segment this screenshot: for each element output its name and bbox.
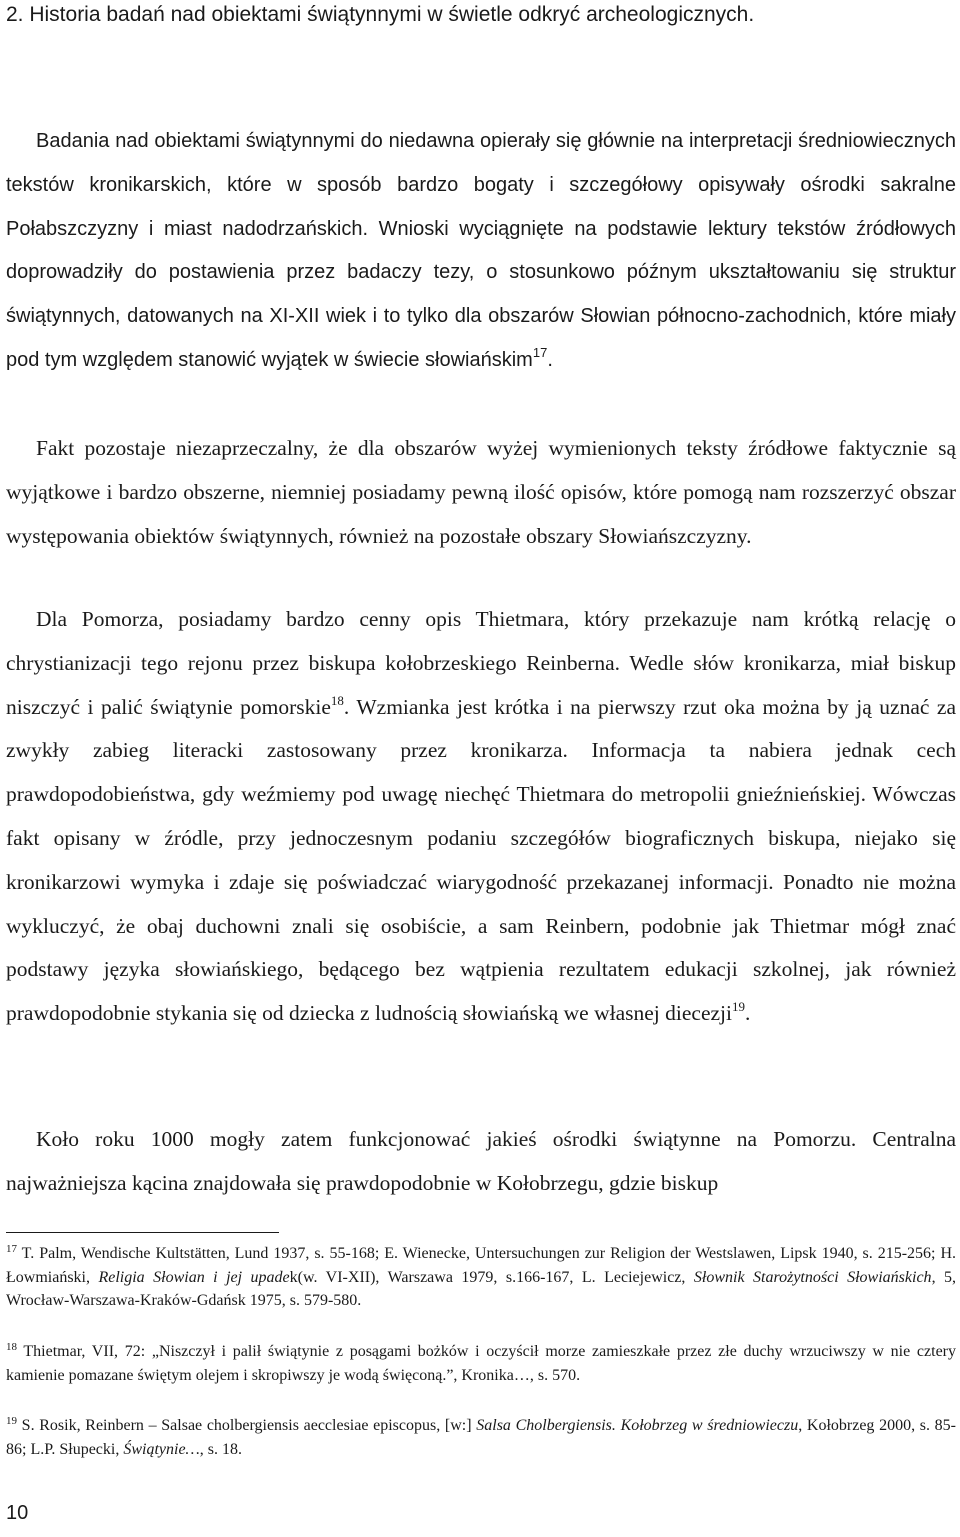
footnote-18-number: 18 <box>6 1341 17 1353</box>
paragraph-1 <box>6 120 956 383</box>
paragraph-3 <box>6 598 956 1036</box>
footnote-18 <box>6 1340 956 1387</box>
footnote-ref-17: 17 <box>532 344 548 360</box>
footnote-17-text-2: k(w. VI-XII), Warszawa 1979, s.166-167, L. Leciejewicz, <box>289 1268 694 1286</box>
paragraph-2: Fakt pozostaje niezaprzeczalny, że dla obszarów wyżej wymienionych teksty źródłowe faktycznie są wyjątkowe i bardzo obszerne, niemniej posiadamy pewną ilość opisów, które pomogą nam rozszerzyć obszar występowania obiektów świątynnych, również na pozostałe obszary Słowiańszczyzny. <box>6 436 956 548</box>
paragraph-1-text: Badania nad obiektami świątynnymi do niedawna opierały się głównie na interpretacji średniowiecznych tekstów kronikarskich, które w sposób bardzo bogaty i szczegółowy opisywały ośrodki sakralne Połabszczyzny i miast nadodrzańskich. Wnioski wyciągnięte na podstawie lektury tekstów źródłowych doprowadziły do postawienia przez badaczy tezy, o stosunkowo późnym ukształtowaniu się struktur świątynnych, datowanych na XI-XII wiek i to tylko dla obszarów Słowian północno-zachodnich, które miały pod tym względem stanowić wyjątek w świecie słowiańskim <box>6 130 956 371</box>
footnote-17-number: 17 <box>6 1243 17 1255</box>
footnote-19-number: 19 <box>6 1415 17 1427</box>
footnote-19-text-2: , Kołobrzeg 2000, s. 85-86; L.P. Słupecki, <box>6 1417 957 1458</box>
footnote-17 <box>6 1242 956 1313</box>
footnote-17-title-2: Słownik Starożytności Słowiańskich <box>693 1268 932 1286</box>
footnote-19-title: Salsa Cholbergiensis. Kołobrzeg w średniowieczu <box>476 1417 799 1434</box>
footnote-18-text: Thietmar, VII, 72: „Niszczył i palił świątynie z posągami bożków i oczyścił morze zamieszkałe przez złe duchy wrzuciwszy w nie cztery kamienie pomazane świętym olejem i skropiwszy je wodą święconą.”, Kronika…, s. 570. <box>6 1343 956 1384</box>
page-number: 10 <box>6 1502 29 1524</box>
paragraph-3-text: Dla Pomorza, posiadamy bardzo cenny opis Thietmara, który przekazuje nam krótką relację o chrystianizacji tego rejonu przez biskupa kołobrzeskiego Reinberna. Wedle słów kronikarza, miał biskup niszczyć i palić świątynie pomorskie <box>6 607 956 719</box>
footnote-17-text: T. Palm, Wendische Kultstӓtten, Lund 1937, s. 55-168; E. Wienecke, Untersuchungen zur Religion der Westslawen, Lipsk 1940, s. 215-256; H. Łowmiański, <box>6 1245 956 1286</box>
footnote-separator <box>6 1232 279 1233</box>
footnote-19-text-3: , s. 18. <box>199 1440 243 1458</box>
paragraph-4: Koło roku 1000 mogły zatem funkcjonować jakieś ośrodki świątynne na Pomorzu. Centralna najważniejsza kącina znajdowała się prawdopodobnie w Kołobrzegu, gdzie biskup <box>6 1127 956 1195</box>
footnote-19-title-2: Świątynie… <box>123 1440 200 1458</box>
footnote-19 <box>6 1414 956 1461</box>
paragraph-1-end: . <box>547 348 553 371</box>
footnote-ref-19: 19 <box>732 999 745 1015</box>
footnote-17-title: Religia Słowian i jej upade <box>98 1268 290 1286</box>
footnote-19-text: S. Rosik, Reinbern – Salsae cholbergiensis aecclesiae episcopus, [w:] <box>17 1417 477 1434</box>
paragraph-3-cont: . Wzmianka jest krótka i na pierwszy rzut oka można by ją uznać za zwykły zabieg literacki zastosowany przez kronikarza. Informacja ta nabiera jednak cech prawdopodobieństwa, gdy weźmiemy pod uwagę niechęć Thietmara do metropolii gnieźnieńskiej. Wówczas fakt opisany w źródle, przy jednoczesnym podaniu szczegółów biograficznych biskupa, niejako się kronikarzowi wymyka i zdaje się poświadczać wiarygodność przekazanej informacji. Ponadto nie można wykluczyć, że obaj duchowni znali się osobiście, a sam Reinbern, podobnie jak Thietmar mógł znać podstawy języka słowiańskiego, będącego bez wątpienia rezultatem edukacji szkolnej, jak również prawdopodobnie stykania się od dziecka z ludnością słowiańską we własnej diecezji <box>6 694 956 1026</box>
footnote-ref-18: 18 <box>330 692 344 708</box>
section-heading: 2. Historia badań nad obiektami świątynnymi w świetle odkryć archeologicznych. <box>6 3 755 26</box>
paragraph-3-end: . <box>745 1001 751 1026</box>
footnote-17-text-3: , 5, Wrocław-Warszawa-Kraków-Gdańsk 1975, s. 579-580. <box>6 1268 957 1310</box>
